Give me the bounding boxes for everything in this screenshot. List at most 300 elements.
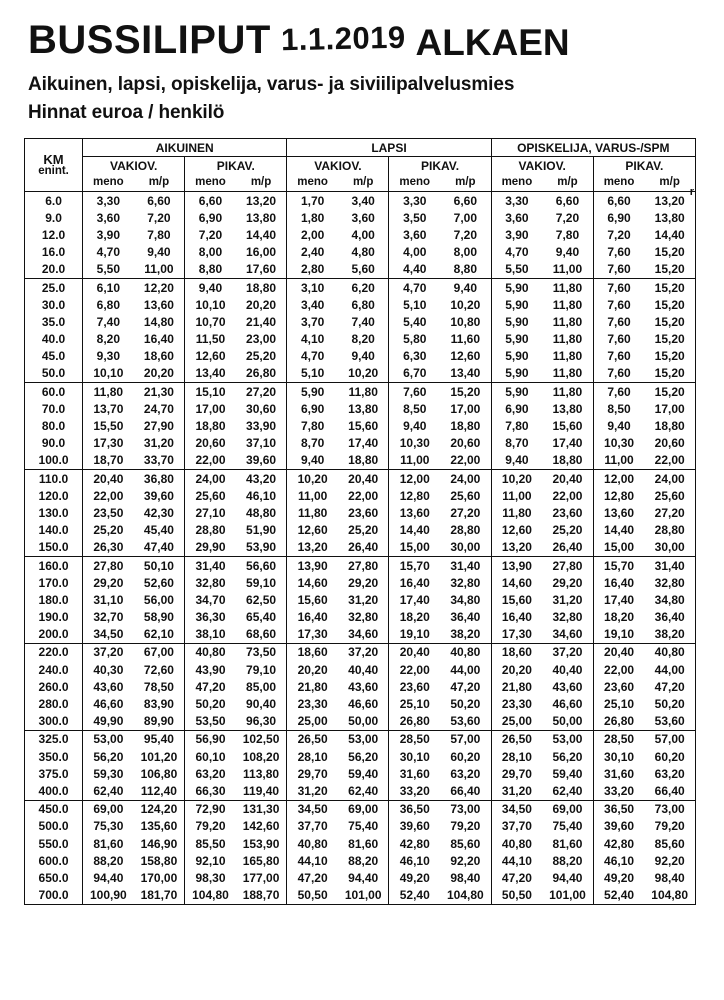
cell-fare: 29,20 xyxy=(552,575,583,590)
cell-fare: 5,90 xyxy=(491,348,542,365)
cell-fare: 7,60 xyxy=(389,383,440,401)
cell-km: 12.0 xyxy=(25,226,83,243)
cell-fare: 30,60 xyxy=(246,401,277,416)
cell-fare: 14,40 xyxy=(593,522,644,539)
cell-fare: 6,60 xyxy=(147,193,171,208)
cell-fare: 47,20 xyxy=(287,869,338,886)
cell-fare: 13,20 xyxy=(287,539,338,557)
col-label-6: meno xyxy=(389,174,440,192)
cell-fare: 15,20 xyxy=(654,280,685,295)
edge-mark: r xyxy=(689,186,694,198)
cell-fare: 16,40 xyxy=(143,332,174,347)
cell-fare: 13,80 xyxy=(552,401,583,416)
cell-fare: 11,80 xyxy=(552,349,583,364)
table-row xyxy=(25,522,696,539)
table-row xyxy=(25,348,696,365)
cell-fare: 17,40 xyxy=(389,591,440,608)
cell-fare: 5,60 xyxy=(338,261,389,279)
cell-fare: 9,40 xyxy=(147,245,171,260)
cell-fare: 56,20 xyxy=(348,749,379,764)
cell-fare: 14,40 xyxy=(246,227,277,242)
cell-fare: 56,20 xyxy=(93,749,124,764)
cell-fare: 10,10 xyxy=(83,365,134,383)
cell-fare: 25,20 xyxy=(246,349,277,364)
cell-fare: 18,20 xyxy=(593,609,644,626)
cell-fare: 22,00 xyxy=(348,488,379,503)
cell-fare: 102,50 xyxy=(242,732,280,747)
subheader-child-express: PIKAV. xyxy=(389,157,491,175)
cell-fare: 42,30 xyxy=(143,505,174,520)
cell-fare: 11,80 xyxy=(348,384,378,399)
cell-fare: 40,30 xyxy=(93,662,124,677)
cell-km: 280.0 xyxy=(25,695,83,712)
cell-fare: 36,40 xyxy=(654,610,685,625)
cell-fare: 1,70 xyxy=(287,192,338,210)
cell-fare: 7,60 xyxy=(593,365,644,383)
cell-fare: 36,40 xyxy=(450,610,481,625)
cell-fare: 21,40 xyxy=(246,314,277,329)
cell-fare: 15,70 xyxy=(389,556,440,574)
table-row xyxy=(25,748,696,765)
group-header-child: LAPSI xyxy=(287,139,491,157)
table-row xyxy=(25,643,696,661)
cell-fare: 20,60 xyxy=(654,436,685,451)
table-row xyxy=(25,574,696,591)
cell-fare: 68,60 xyxy=(236,626,287,644)
cell-fare: 9,40 xyxy=(453,280,477,295)
cell-fare: 32,80 xyxy=(552,610,583,625)
col-label-0: meno xyxy=(83,174,134,192)
cell-fare: 26,40 xyxy=(542,539,593,557)
cell-fare: 36,30 xyxy=(185,609,236,626)
cell-fare: 7,20 xyxy=(147,210,171,225)
cell-fare: 14,60 xyxy=(491,574,542,591)
cell-fare: 15,00 xyxy=(389,539,440,557)
cell-fare: 28,10 xyxy=(287,748,338,765)
col-label-4: meno xyxy=(287,174,338,192)
cell-fare: 18,80 xyxy=(185,417,236,434)
cell-fare: 100,90 xyxy=(90,888,127,903)
cell-fare: 11,60 xyxy=(450,332,481,347)
cell-fare: 25,20 xyxy=(93,523,124,538)
cell-fare: 10,70 xyxy=(185,313,236,330)
page-header xyxy=(0,0,724,63)
cell-fare: 4,40 xyxy=(389,261,440,279)
table-row xyxy=(25,661,696,678)
cell-fare: 13,80 xyxy=(348,401,379,416)
cell-fare: 5,80 xyxy=(389,331,440,348)
cell-fare: 12,80 xyxy=(389,487,440,504)
cell-fare: 17,00 xyxy=(185,400,236,417)
table-row xyxy=(25,835,696,852)
cell-fare: 37,70 xyxy=(491,818,542,835)
cell-fare: 7,00 xyxy=(453,210,477,225)
cell-fare: 3,60 xyxy=(96,210,121,225)
cell-fare: 85,00 xyxy=(246,679,277,694)
cell-km: 240.0 xyxy=(25,661,83,678)
cell-fare: 9,40 xyxy=(593,417,644,434)
cell-fare: 18,60 xyxy=(143,349,174,364)
cell-fare: 7,60 xyxy=(593,383,644,401)
cell-fare: 8,20 xyxy=(96,332,121,347)
cell-fare: 18,70 xyxy=(83,452,134,470)
cell-fare: 10,20 xyxy=(491,470,542,488)
cell-fare: 40,80 xyxy=(287,835,338,852)
cell-km: 110.0 xyxy=(25,470,83,488)
cell-fare: 94,40 xyxy=(552,870,583,885)
cell-fare: 94,40 xyxy=(348,870,379,885)
cell-fare: 8,50 xyxy=(389,400,440,417)
table-row xyxy=(25,244,696,261)
cell-fare: 42,80 xyxy=(389,835,440,852)
cell-fare: 9,40 xyxy=(555,245,580,260)
cell-fare: 72,60 xyxy=(143,662,174,677)
cell-fare: 8,20 xyxy=(351,332,375,347)
cell-fare: 33,90 xyxy=(246,419,277,434)
cell-fare: 22,00 xyxy=(93,488,124,503)
table-row xyxy=(25,695,696,712)
cell-fare: 31,20 xyxy=(491,782,542,800)
cell-fare: 7,20 xyxy=(453,227,477,242)
cell-fare: 6,60 xyxy=(593,192,644,210)
cell-fare: 2,40 xyxy=(287,244,338,261)
cell-fare: 106,80 xyxy=(140,766,178,781)
cell-fare: 28,50 xyxy=(389,730,440,748)
cell-fare: 10,20 xyxy=(450,297,481,312)
cell-fare: 9,40 xyxy=(389,417,440,434)
cell-fare: 6,80 xyxy=(96,297,121,312)
cell-fare: 44,10 xyxy=(287,852,338,869)
cell-fare: 79,10 xyxy=(246,662,277,677)
cell-fare: 50,20 xyxy=(185,695,236,712)
cell-fare: 63,20 xyxy=(185,765,236,782)
cell-fare: 10,80 xyxy=(450,314,481,329)
cell-fare: 13,60 xyxy=(143,297,174,312)
cell-fare: 20,40 xyxy=(348,471,379,486)
subheader-child-regular: VAKIOV. xyxy=(287,157,389,175)
cell-fare: 62,50 xyxy=(246,592,277,607)
cell-fare: 62,10 xyxy=(134,626,185,644)
cell-fare: 50,10 xyxy=(143,558,174,573)
cell-fare: 153,90 xyxy=(242,836,280,851)
cell-fare: 21,80 xyxy=(287,678,338,695)
cell-fare: 11,80 xyxy=(552,384,583,399)
cell-fare: 11,80 xyxy=(552,314,583,329)
cell-fare: 6,20 xyxy=(351,280,375,295)
cell-fare: 6,60 xyxy=(453,193,477,208)
cell-fare: 24,00 xyxy=(450,471,481,486)
cell-fare: 40,80 xyxy=(185,643,236,661)
table-row xyxy=(25,591,696,608)
cell-fare: 8,80 xyxy=(185,261,236,279)
cell-fare: 40,40 xyxy=(552,662,583,677)
cell-fare: 88,20 xyxy=(552,853,583,868)
cell-km: 130.0 xyxy=(25,504,83,521)
cell-fare: 31,60 xyxy=(593,765,644,782)
cell-fare: 43,90 xyxy=(185,661,236,678)
cell-fare: 96,30 xyxy=(236,713,287,731)
cell-fare: 20,20 xyxy=(491,661,542,678)
cell-fare: 24,00 xyxy=(654,471,685,486)
subtitle-price-unit: Hinnat euroa / henkilö xyxy=(28,102,225,123)
cell-fare: 13,20 xyxy=(246,193,277,208)
cell-fare: 18,60 xyxy=(491,643,542,661)
cell-fare: 15,20 xyxy=(644,261,695,279)
cell-fare: 16,40 xyxy=(389,574,440,591)
col-label-10: meno xyxy=(593,174,644,192)
cell-fare: 18,80 xyxy=(246,280,277,295)
cell-fare: 5,90 xyxy=(491,383,542,401)
cell-fare: 8,70 xyxy=(287,435,338,452)
cell-fare: 3,30 xyxy=(389,192,440,210)
cell-fare: 12,00 xyxy=(593,470,644,488)
cell-fare: 15,60 xyxy=(348,419,379,434)
table-body xyxy=(25,192,696,905)
cell-fare: 45,40 xyxy=(143,523,174,538)
cell-fare: 22,00 xyxy=(440,452,491,470)
cell-fare: 24,70 xyxy=(143,401,174,416)
cell-fare: 17,40 xyxy=(593,591,644,608)
cell-fare: 17,40 xyxy=(348,436,379,451)
cell-km: 200.0 xyxy=(25,626,83,644)
cell-fare: 39,60 xyxy=(593,818,644,835)
subheader-adult-express: PIKAV. xyxy=(185,157,287,175)
cell-fare: 3,60 xyxy=(351,210,375,225)
cell-km: 90.0 xyxy=(25,435,83,452)
cell-fare: 12,00 xyxy=(389,470,440,488)
cell-fare: 13,80 xyxy=(246,210,277,225)
table-row xyxy=(25,487,696,504)
cell-fare: 14,80 xyxy=(143,314,174,329)
cell-fare: 37,20 xyxy=(552,645,583,660)
cell-fare: 43,60 xyxy=(552,679,583,694)
cell-fare: 53,90 xyxy=(236,539,287,557)
cell-fare: 92,20 xyxy=(450,853,481,868)
cell-fare: 31,60 xyxy=(389,765,440,782)
cell-fare: 52,40 xyxy=(389,887,440,905)
cell-fare: 13,80 xyxy=(654,210,685,225)
cell-fare: 30,00 xyxy=(440,539,491,557)
cell-fare: 5,50 xyxy=(491,261,542,279)
cell-fare: 20,20 xyxy=(246,297,277,312)
cell-fare: 95,40 xyxy=(143,732,174,747)
cell-fare: 15,20 xyxy=(450,384,481,399)
cell-fare: 20,40 xyxy=(552,471,583,486)
cell-fare: 40,80 xyxy=(654,645,685,660)
cell-fare: 124,20 xyxy=(140,802,178,817)
cell-fare: 28,80 xyxy=(450,523,481,538)
cell-fare: 53,00 xyxy=(348,732,379,747)
cell-fare: 34,50 xyxy=(491,800,542,818)
cell-fare: 6,80 xyxy=(351,297,375,312)
cell-fare: 25,00 xyxy=(491,713,542,731)
cell-km: 300.0 xyxy=(25,713,83,731)
cell-fare: 101,20 xyxy=(140,749,178,764)
cell-fare: 26,50 xyxy=(287,730,338,748)
cell-fare: 83,90 xyxy=(143,697,174,712)
table-row xyxy=(25,192,696,210)
cell-fare: 50,00 xyxy=(542,713,593,731)
cell-fare: 112,40 xyxy=(134,782,185,800)
cell-fare: 39,60 xyxy=(143,488,174,503)
cell-fare: 7,60 xyxy=(593,313,644,330)
cell-km: 220.0 xyxy=(25,643,83,661)
cell-fare: 25,60 xyxy=(185,487,236,504)
cell-fare: 15,70 xyxy=(593,556,644,574)
cell-fare: 46,60 xyxy=(348,697,379,712)
cell-fare: 22,00 xyxy=(644,452,695,470)
subtitle-passenger-types: Aikuinen, lapsi, opiskelija, varus- ja siviilipalvelusmies xyxy=(28,74,515,95)
cell-fare: 40,80 xyxy=(491,835,542,852)
cell-fare: 11,80 xyxy=(552,297,583,312)
cell-fare: 11,00 xyxy=(389,452,440,470)
cell-fare: 11,00 xyxy=(593,452,644,470)
cell-fare: 72,90 xyxy=(185,800,236,818)
cell-fare: 9,30 xyxy=(96,349,121,364)
cell-fare: 158,80 xyxy=(140,853,178,868)
cell-fare: 13,90 xyxy=(287,556,338,574)
cell-fare: 63,20 xyxy=(450,766,481,781)
cell-fare: 5,10 xyxy=(389,296,440,313)
cell-km: 325.0 xyxy=(25,730,83,748)
cell-fare: 19,10 xyxy=(593,626,644,644)
cell-fare: 73,00 xyxy=(450,802,481,817)
table-row xyxy=(25,278,696,296)
cell-fare: 26,80 xyxy=(236,365,287,383)
cell-fare: 7,20 xyxy=(555,210,580,225)
table-row xyxy=(25,887,696,905)
cell-fare: 36,80 xyxy=(143,471,174,486)
cell-fare: 47,20 xyxy=(185,678,236,695)
fare-table-wrap xyxy=(24,138,696,905)
table-row xyxy=(25,504,696,521)
col-label-3: m/p xyxy=(236,174,287,192)
cell-fare: 21,30 xyxy=(143,384,174,399)
cell-fare: 20,40 xyxy=(389,643,440,661)
cell-fare: 49,90 xyxy=(83,713,134,731)
cell-fare: 17,60 xyxy=(236,261,287,279)
table-row xyxy=(25,313,696,330)
cell-fare: 22,00 xyxy=(552,488,583,503)
cell-fare: 5,90 xyxy=(491,296,542,313)
cell-fare: 29,20 xyxy=(93,575,124,590)
cell-fare: 30,10 xyxy=(593,748,644,765)
cell-fare: 27,20 xyxy=(246,384,277,399)
header-direction-row xyxy=(25,174,696,192)
cell-fare: 32,70 xyxy=(93,610,124,625)
cell-fare: 47,20 xyxy=(654,679,685,694)
cell-fare: 8,00 xyxy=(185,244,236,261)
cell-fare: 12,60 xyxy=(185,348,236,365)
cell-fare: 52,60 xyxy=(143,575,174,590)
group-header-student: OPISKELIJA, VARUS-/SPM xyxy=(491,139,695,157)
cell-fare: 9,40 xyxy=(351,349,375,364)
cell-fare: 14,40 xyxy=(389,522,440,539)
cell-km: 80.0 xyxy=(25,417,83,434)
table-row xyxy=(25,713,696,731)
cell-fare: 10,20 xyxy=(338,365,389,383)
cell-fare: 20,60 xyxy=(185,435,236,452)
cell-fare: 88,20 xyxy=(348,853,379,868)
table-row xyxy=(25,782,696,800)
cell-fare: 32,80 xyxy=(654,575,685,590)
subheader-adult-regular: VAKIOV. xyxy=(109,158,158,173)
cell-fare: 25,10 xyxy=(389,695,440,712)
cell-fare: 15,00 xyxy=(593,539,644,557)
cell-fare: 5,50 xyxy=(83,261,134,279)
cell-fare: 50,50 xyxy=(287,887,338,905)
cell-fare: 4,80 xyxy=(351,245,375,260)
cell-fare: 34,70 xyxy=(185,591,236,608)
table-row xyxy=(25,417,696,434)
cell-fare: 7,80 xyxy=(555,227,580,242)
cell-fare: 37,70 xyxy=(287,818,338,835)
col-label-5: m/p xyxy=(338,174,389,192)
cell-fare: 27,80 xyxy=(93,558,124,573)
cell-fare: 188,70 xyxy=(242,888,280,903)
cell-fare: 39,60 xyxy=(236,452,287,470)
cell-km: 100.0 xyxy=(25,452,83,470)
cell-fare: 11,80 xyxy=(542,365,593,383)
table-row xyxy=(25,539,696,557)
cell-fare: 12,80 xyxy=(593,487,644,504)
cell-km: 35.0 xyxy=(25,313,83,330)
cell-fare: 18,80 xyxy=(542,452,593,470)
cell-fare: 37,20 xyxy=(93,645,124,660)
col-label-7: m/p xyxy=(440,174,491,192)
cell-fare: 6,90 xyxy=(593,209,644,226)
cell-fare: 6,60 xyxy=(555,193,580,208)
cell-fare: 60,10 xyxy=(185,748,236,765)
cell-fare: 101,00 xyxy=(549,888,586,903)
cell-fare: 50,50 xyxy=(491,887,542,905)
cell-km: 700.0 xyxy=(25,887,83,905)
cell-fare: 135,60 xyxy=(140,819,178,834)
cell-fare: 85,50 xyxy=(185,835,236,852)
cell-fare: 6,70 xyxy=(389,365,440,383)
cell-fare: 17,00 xyxy=(450,401,481,416)
cell-fare: 73,50 xyxy=(246,645,277,660)
table-row xyxy=(25,765,696,782)
table-row xyxy=(25,226,696,243)
cell-fare: 20,40 xyxy=(93,471,124,486)
cell-fare: 11,80 xyxy=(491,504,542,521)
cell-fare: 57,00 xyxy=(450,732,481,747)
cell-fare: 11,80 xyxy=(552,332,583,347)
cell-fare: 26,80 xyxy=(389,713,440,731)
cell-fare: 22,00 xyxy=(389,661,440,678)
table-head xyxy=(25,139,696,192)
cell-fare: 38,10 xyxy=(185,626,236,644)
cell-fare: 31,20 xyxy=(552,592,583,607)
cell-fare: 3,60 xyxy=(389,226,440,243)
cell-fare: 3,30 xyxy=(491,192,542,210)
table-row xyxy=(25,556,696,574)
cell-fare: 5,90 xyxy=(491,331,542,348)
col-label-1: m/p xyxy=(134,174,185,192)
cell-fare: 40,80 xyxy=(450,645,481,660)
cell-fare: 7,60 xyxy=(593,261,644,279)
cell-fare: 32,80 xyxy=(185,574,236,591)
table-row xyxy=(25,261,696,279)
cell-km: 140.0 xyxy=(25,522,83,539)
cell-fare: 43,60 xyxy=(93,679,124,694)
header-group-row xyxy=(25,139,696,157)
cell-fare: 4,70 xyxy=(389,278,440,296)
km-header-line2: enint. xyxy=(38,164,69,177)
cell-fare: 5,90 xyxy=(491,313,542,330)
cell-fare: 113,80 xyxy=(243,766,280,781)
